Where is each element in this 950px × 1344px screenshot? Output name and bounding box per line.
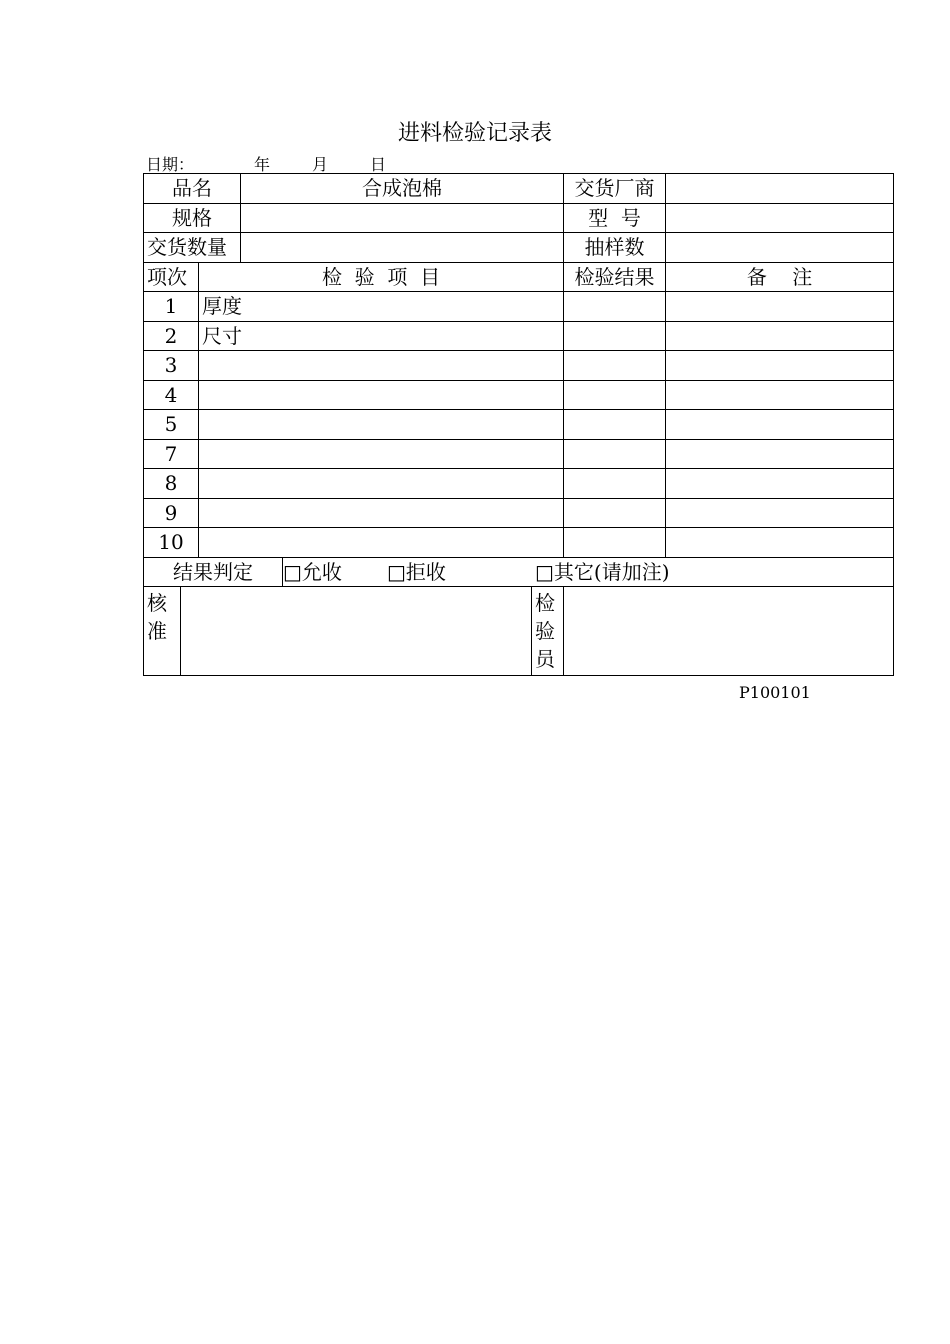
row-result[interactable] bbox=[564, 380, 666, 410]
page-title: 进料检验记录表 bbox=[397, 121, 552, 146]
row-no: 5 bbox=[144, 410, 199, 440]
row-no: 1 bbox=[144, 292, 199, 322]
row-item[interactable] bbox=[199, 410, 564, 440]
row-result[interactable] bbox=[564, 528, 666, 558]
row-no: 10 bbox=[144, 528, 199, 558]
row-item[interactable] bbox=[199, 528, 564, 558]
table-row bbox=[144, 292, 894, 322]
row-remark[interactable] bbox=[666, 469, 894, 499]
verdict-label: 结果判定 bbox=[144, 557, 283, 587]
reject-checkbox[interactable]: □拒收 bbox=[387, 559, 446, 584]
row-verdict bbox=[144, 557, 894, 587]
other-checkbox[interactable]: □其它(请加注) bbox=[535, 559, 670, 584]
row-no: 9 bbox=[144, 498, 199, 528]
row-no: 8 bbox=[144, 469, 199, 499]
row-remark[interactable] bbox=[666, 380, 894, 410]
inspector-label: 检验员 bbox=[532, 587, 564, 676]
quantity-value[interactable] bbox=[241, 233, 564, 263]
row-result[interactable] bbox=[564, 410, 666, 440]
row-quantity bbox=[144, 233, 894, 263]
row-remark[interactable] bbox=[666, 321, 894, 351]
row-product-name bbox=[144, 174, 894, 204]
table-row bbox=[144, 410, 894, 440]
row-remark[interactable] bbox=[666, 410, 894, 440]
col-header-item: 检 验 项 目 bbox=[199, 262, 564, 292]
spec-value[interactable] bbox=[241, 203, 564, 233]
row-remark[interactable] bbox=[666, 292, 894, 322]
date-year: 年 bbox=[254, 155, 271, 174]
row-item[interactable] bbox=[199, 351, 564, 381]
table-row bbox=[144, 380, 894, 410]
date-label: 日期： bbox=[146, 155, 195, 174]
product-name-label: 品名 bbox=[144, 174, 241, 204]
col-header-no: 项次 bbox=[144, 262, 199, 292]
quantity-label: 交货数量 bbox=[144, 233, 241, 263]
table-row bbox=[144, 469, 894, 499]
row-item[interactable] bbox=[199, 380, 564, 410]
row-result[interactable] bbox=[564, 321, 666, 351]
row-remark[interactable] bbox=[666, 528, 894, 558]
row-result[interactable] bbox=[564, 351, 666, 381]
date-month: 月 bbox=[312, 155, 329, 174]
accept-checkbox[interactable]: □允收 bbox=[283, 559, 342, 584]
row-item[interactable]: 厚度 bbox=[199, 292, 564, 322]
approver-label: 核准 bbox=[144, 587, 181, 676]
form-code: P100101 bbox=[739, 683, 811, 702]
row-result[interactable] bbox=[564, 439, 666, 469]
table-row bbox=[144, 351, 894, 381]
product-name-value[interactable]: 合成泡棉 bbox=[241, 174, 564, 204]
row-no: 7 bbox=[144, 439, 199, 469]
row-item[interactable]: 尺寸 bbox=[199, 321, 564, 351]
table-row bbox=[144, 528, 894, 558]
model-value[interactable] bbox=[666, 203, 894, 233]
row-item[interactable] bbox=[199, 439, 564, 469]
inspection-form-table bbox=[143, 173, 894, 676]
row-result[interactable] bbox=[564, 498, 666, 528]
row-no: 3 bbox=[144, 351, 199, 381]
row-result[interactable] bbox=[564, 469, 666, 499]
row-column-headers bbox=[144, 262, 894, 292]
supplier-label: 交货厂商 bbox=[564, 174, 666, 204]
row-no: 4 bbox=[144, 380, 199, 410]
row-item[interactable] bbox=[199, 469, 564, 499]
col-header-remark: 备 注 bbox=[666, 262, 894, 292]
row-spec bbox=[144, 203, 894, 233]
sample-label: 抽样数 bbox=[564, 233, 666, 263]
table-row bbox=[144, 498, 894, 528]
row-remark[interactable] bbox=[666, 498, 894, 528]
row-remark[interactable] bbox=[666, 439, 894, 469]
model-label: 型 号 bbox=[564, 203, 666, 233]
row-approval bbox=[144, 587, 894, 676]
table-row bbox=[144, 321, 894, 351]
row-remark[interactable] bbox=[666, 351, 894, 381]
row-no: 2 bbox=[144, 321, 199, 351]
table-row bbox=[144, 439, 894, 469]
approver-signature[interactable] bbox=[181, 587, 532, 676]
col-header-result: 检验结果 bbox=[564, 262, 666, 292]
verdict-options bbox=[283, 557, 894, 587]
row-result[interactable] bbox=[564, 292, 666, 322]
inspector-signature[interactable] bbox=[564, 587, 894, 676]
date-day: 日 bbox=[370, 155, 387, 174]
supplier-value[interactable] bbox=[666, 174, 894, 204]
date-line bbox=[146, 152, 386, 175]
spec-label: 规格 bbox=[144, 203, 241, 233]
row-item[interactable] bbox=[199, 498, 564, 528]
sample-value[interactable] bbox=[666, 233, 894, 263]
